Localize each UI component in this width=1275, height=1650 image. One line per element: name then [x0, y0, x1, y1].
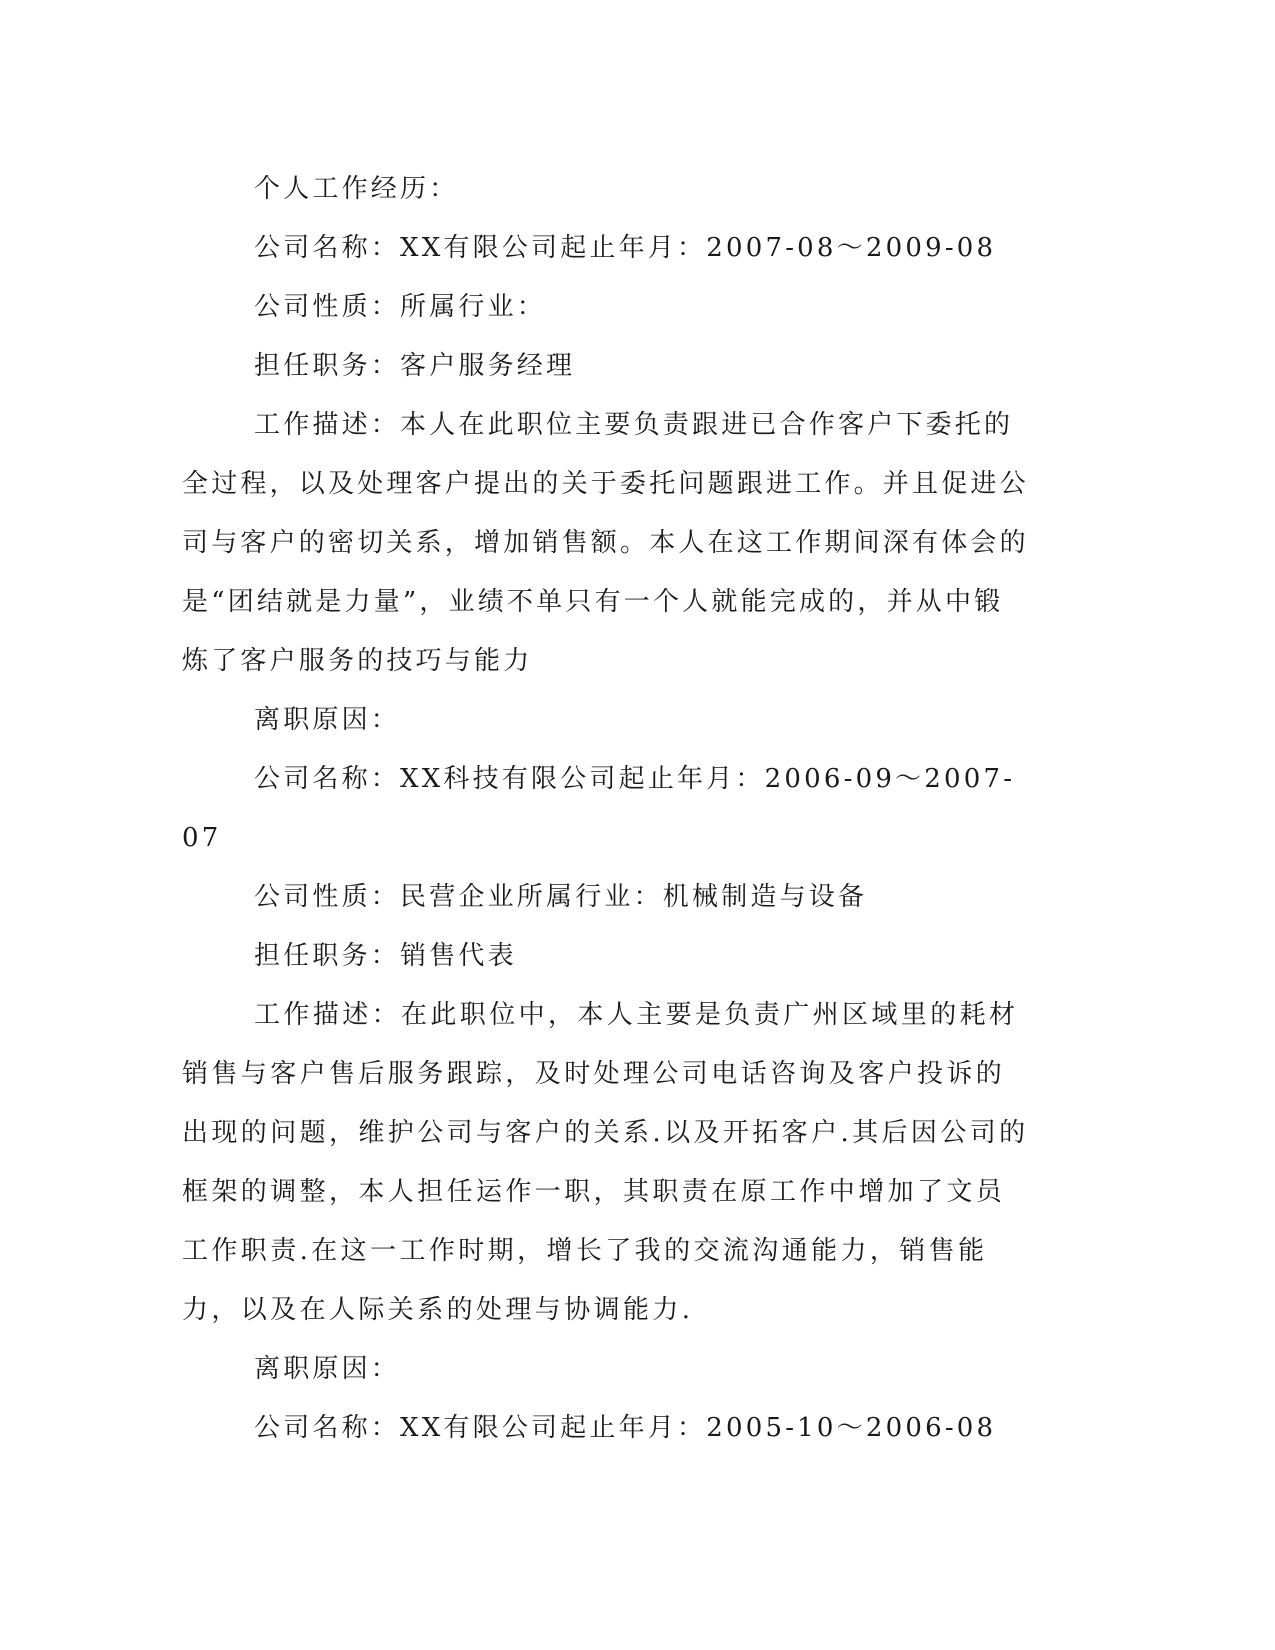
company-name-line: 公司名称：XX有限公司起止年月：2005-10～2006-08	[254, 1413, 997, 1443]
document-body	[182, 160, 1030, 1458]
section-heading-work-history: 个人工作经历：	[254, 174, 459, 204]
job-description-paragraph: 工作描述：本人在此职位主要负责跟进已合作客户下委托的全过程，以及处理客户提出的关于委托问题跟进工作。并且促进公司与客户的密切关系，增加销售额。本人在这工作期间深有体会的是“团结就是力量”，业绩不单只有一个人就能完成的，并从中锻炼了客户服务的技巧与能力	[182, 410, 1029, 676]
position-line: 担任职务：销售代表	[254, 941, 517, 971]
company-nature-line: 公司性质：所属行业：	[254, 292, 547, 322]
leaving-reason-line: 离职原因：	[254, 705, 401, 735]
position-line: 担任职务：客户服务经理	[254, 351, 576, 381]
job-description-paragraph: 工作描述：在此职位中，本人主要是负责广州区域里的耗材销售与客户售后服务跟踪，及时处理公司电话咨询及客户投诉的出现的问题，维护公司与客户的关系.以及开拓客户.其后因公司的框架的调整，本人担任运作一职，其职责在原工作中增加了文员工作职责.在这一工作时期，增长了我的交流沟通能力，销售能力，以及在人际关系的处理与协调能力.	[182, 1000, 1029, 1325]
company-nature-line: 公司性质：民营企业所属行业：机械制造与设备	[254, 882, 868, 912]
leaving-reason-line: 离职原因：	[254, 1354, 401, 1384]
company-name-line: 公司名称：XX科技有限公司起止年月：2006-09～2007-07	[182, 764, 1016, 853]
company-name-line: 公司名称：XX有限公司起止年月：2007-08～2009-08	[254, 233, 997, 263]
